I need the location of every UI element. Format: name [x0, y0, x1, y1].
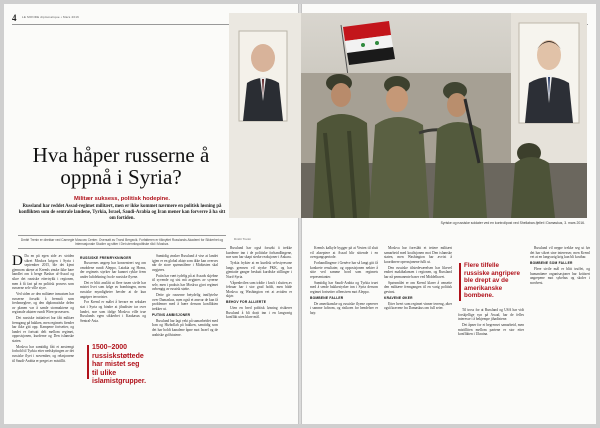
subheading: KRAVENE ØKER — [384, 295, 413, 300]
subheading: PUTINS AMBISJONER — [152, 313, 191, 317]
pull-quote-bar — [459, 263, 461, 301]
subheading: BOMBENE SOM FALLER — [530, 261, 573, 266]
subheading: BOMBENE FALLER — [310, 295, 344, 300]
author-credit: Dmitri Trenin er direktør ved Carnegie Moscow Center. Oversatt av Trond Bergsvik. Forfatteren er tilknyttet Russlands Akademi for Sikkerhet og Internasjonale Studier og sitter i Det utenrikspolitiske råd i Moskva. — [18, 235, 226, 249]
body-column-2: RUSSISKE FREMRYKNINGER Russernes angrep har konsentrert seg om områdene rundt Aleppo, Latakia og Homs, der regimets styrker har kunnet rykke frem under luftdekning fra de russiske flyene. Det er blitt anslått at flere tusen sivile har mistet livet som følge av bombingen, mens russiske myndigheter hevder at de kun angriper terrorister. For Kreml er målet å bevare en sekulær stat i Syria og hindre at jihadister tar over landet, noe som ifølge Moskva ville true Russlands egen sikkerhet i Kaukasus og Sentral-Asia. — [80, 255, 146, 323]
pull-quote-1: 1500–2000 russiskstøttede har mistet seg til ulike islamistgrupper. — [92, 344, 146, 387]
photo-illustration — [229, 13, 587, 218]
subheading: RUSSISKE FREMRYKNINGER — [80, 255, 132, 260]
body-column-4: Russland har også forsøkt å trekke kurderne inn i de politiske forhandlingene, noe som har skapt sterke reaksjoner i Ankara. Tyrkia frykter at en kurdisk selvstyresone langs grensen vil styrke PKK, og har gjentatte ganger beskutt kurdiske stillinger i Nord-Syria. Våpenhvilen som trådte i kraft i slutten av februar har i stor grad holdt, men både Moskva og Washington vet at avtalen er skjør. BEHOV FOR ALLIERTE Uten en bred politisk løsning risikerer Russland å bli dratt inn i en langvarig konflikt uten klare mål. — [226, 246, 292, 320]
running-head-left: LE MONDE diplomatique • Mars 2016 — [22, 15, 80, 19]
headline: Hva håper russerne å oppnå i Syria? — [32, 143, 210, 189]
lead-photo — [229, 13, 587, 218]
body-column-1: D Da en på egen side av striden sikret Moskva krigen i Syria i september 2015, ble det kjent gjennom ukene at Kremls ønske ikke bare handlet om å berge Bashar al-Assad og sikre det russiske ettertrykk i regionen, men å få fart på en politisk prosess som russerne selv ville styre. Ved siden av den militære innsatsen har russerne forsøkt å fremstå som fredsmeglere, og den diplomatiske delen av planen var å samle stormaktene og regionale aktører rundt Wien-prosessen. Det russiske initiativet har fått militær fremgang på bakken, men regimets fiender har ikke gitt opp. Kampene fortsetter, og landet er fortsatt delt mellom regimet, opposisjonen, kurderne og Den islamske staten. Moskva har samtidig fått et anstrengt forhold til Tyrkia etter nedskytingen av det russiske flyet i november, og relasjonene til Saudi-Arabia er preget av mistillit. — [12, 254, 74, 363]
drop-cap: D — [12, 254, 23, 269]
body-column-6: Moskva har foreslått et tettere militært samarbeid med koalisjonen mot Den islamske staten, men Washington har avvist å koordinere operasjonene fullt ut. Den russiske tilstedeværelsen har likevel endret maktbalansen i regionen, og Russland har nå permanente baser ved Middelhavet. Spørsmålet er om Kreml klarer å omsette den militære fremgangen til en varig politisk gevinst. KRAVENE ØKER Etter hvert som regimet vinner terreng, øker også kravene fra Damaskus om full seier. — [384, 246, 452, 311]
photo-caption: Syriske og russiske soldater ved en kontrollpost ved Shellaban-fjellet i Damaskus, 3. mars 2016. — [440, 221, 585, 225]
body-column-8: Russland vil neppe trekke seg ut før det har sikret sine interesser, men Kreml vet at en langvarig krig kan bli kostbar. BOMBENE SOM FALLER Flere sivile mål er blitt truffet, og humanitære organisasjoner har kritisert angrepene mot sykehus og skoler i nordvest. — [530, 246, 590, 285]
pull-quote-bar — [87, 345, 89, 379]
byline: Dmitri Trenin — [234, 237, 252, 241]
body-column-3: Samtidig ønsker Russland å vise at landet igjen er en global aktør som ikke kan overses når de store spørsmålene i Midtøsten skal avgjøres. Putin har vært tydelig på at Assads skjebne til syvende og sist må avgjøres av syrerne selv, men i praksis har Moskva gjort regimet avhengig av russisk støtte. Dette gir russerne betydelig innflytelse over Damaskus, men også et ansvar de kan få problemer med å bære dersom konflikten trekker ut. PUTINS AMBISJONER Russland har lagt vekt på samarbeidet med Iran og Hizbollah på bakken, samtidig som det har holdt kanalene åpne mot Israel og de arabiske golfstatene. — [152, 254, 218, 337]
deck-kicker: Militær suksess, politisk hodepine. — [74, 196, 170, 202]
body-column-5: Kremls kalkyle bygger på at Vesten til slutt vil akseptere at Assad blir sittende i en overgangsperiode. Forhandlingene i Genève har så langt gitt få konkrete resultater, og opposisjonen nekter å sitte ved samme bord som regimets representanter. Samtidig har Saudi-Arabia og Tyrkia truet med å sende bakkestyrker inn i Syria dersom regimet fortsetter offensiven mot Aleppo. BOMBENE FALLER De amerikanske og russiske flyene opererer i samme luftrom, og risikoen for hendelser er høy. — [310, 246, 378, 315]
page-number-left: 4 — [12, 13, 17, 23]
deck: Russland har reddet Assad-regimet militært, men er ikke kommet nærmere en politisk løsning på konflikten som de sentrale landene, Tyrkia, Israel, Saudi-Arabia og Iran mener kan forverre å ha sitt om fortiden. — [18, 204, 226, 221]
subheading: BEHOV FOR ALLIERTE — [226, 300, 267, 305]
body-column-7a: Til tross for at Russland og USA har vidt forskjellige syn på Assad, har de felles interesse i å bekjempe jihadistene. Det åpner for et begrenset samarbeid, men mistilliten mellom partene er stor etter konflikten i Ukraina. — [458, 308, 524, 337]
pull-quote-2: Flere tilfelle russiske angripere ble drept av de amerikanske bombene. — [464, 262, 522, 300]
